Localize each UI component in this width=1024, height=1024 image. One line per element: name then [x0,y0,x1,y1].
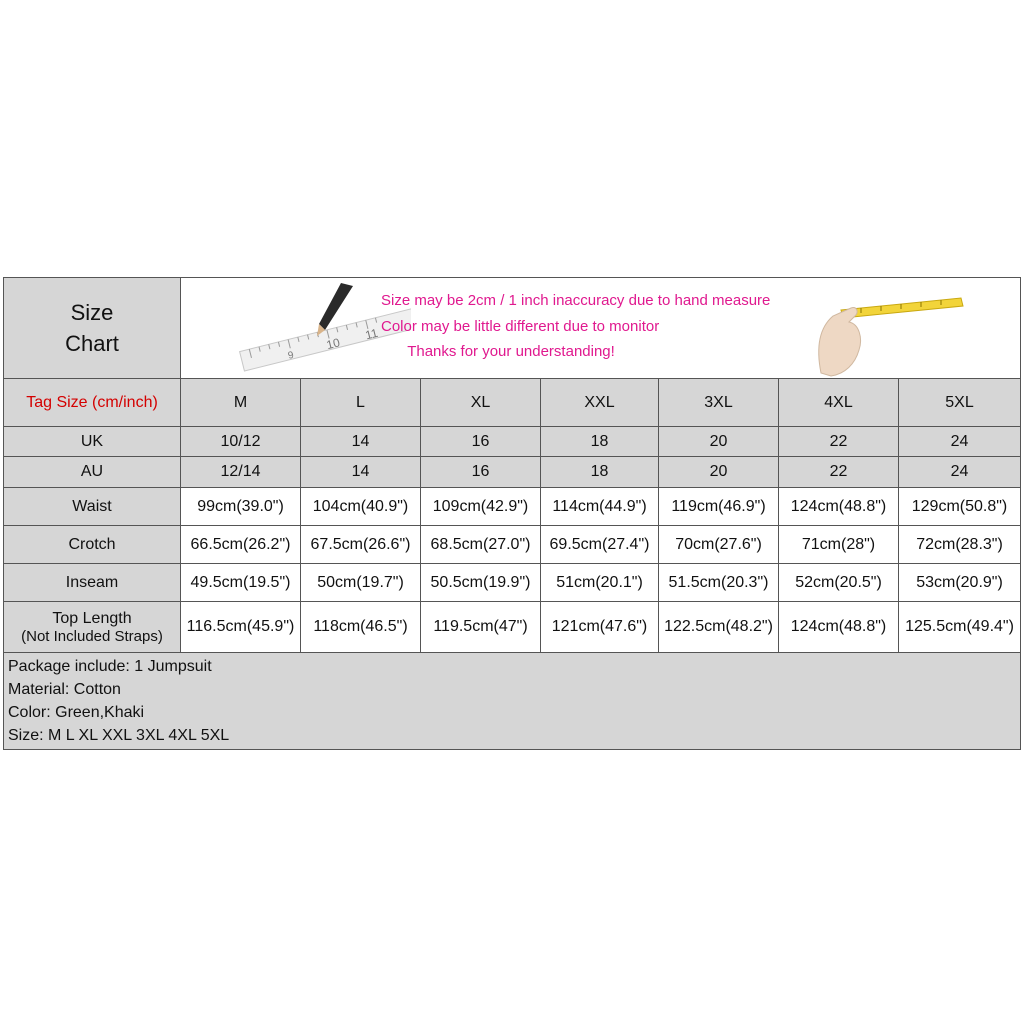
table-cell: 124cm(48.8") [779,488,899,526]
table-row [4,526,1021,564]
size-header-cell: 3XL [659,379,779,427]
info-sizes: Size: M L XL XXL 3XL 4XL 5XL [8,727,230,744]
info-package: Package include: 1 Jumpsuit [8,658,212,675]
table-cell: 52cm(20.5") [779,564,899,602]
table-cell: 125.5cm(49.4") [899,602,1021,653]
hand-with-tape-measure-icon [811,278,971,378]
size-chart-title-cell [4,278,181,379]
banner [181,278,1021,379]
table-cell: 50cm(19.7") [301,564,421,602]
table-cell: 122.5cm(48.2") [659,602,779,653]
size-chart-table [3,277,1021,750]
table-row [4,564,1021,602]
table-cell: 49.5cm(19.5") [181,564,301,602]
table-cell: 20 [659,427,779,457]
row-label: Inseam [4,564,181,602]
table-cell: 121cm(47.6") [541,602,659,653]
table-cell: 51.5cm(20.3") [659,564,779,602]
table-cell: 16 [421,457,541,488]
table-cell: 67.5cm(26.6") [301,526,421,564]
table-cell: 116.5cm(45.9") [181,602,301,653]
tag-size-header [4,379,181,427]
title-line-1: Size [70,300,114,325]
size-header-cell: 5XL [899,379,1021,427]
table-row [4,457,1021,488]
table-cell: 14 [301,427,421,457]
tag-size-label: Tag Size (cm/inch) [26,393,158,411]
row-label: AU [4,457,181,488]
ruler-number: 9 [286,349,295,362]
row-label-line-1: Top Length [52,609,132,627]
table-cell: 118cm(46.5") [301,602,421,653]
product-info [4,653,1021,750]
ruler-number: 10 [324,335,342,353]
row-label [4,602,181,653]
size-chart [3,277,1020,747]
banner-note-accuracy: Size may be 2cm / 1 inch inaccuracy due to hand measure [381,292,771,309]
size-header-cell: M [181,379,301,427]
size-header-cell: 4XL [779,379,899,427]
table-cell: 16 [421,427,541,457]
table-cell: 51cm(20.1") [541,564,659,602]
table-cell: 50.5cm(19.9") [421,564,541,602]
row-label: UK [4,427,181,457]
size-header-cell: XL [421,379,541,427]
table-cell: 20 [659,457,779,488]
table-cell: 22 [779,427,899,457]
table-cell: 99cm(39.0") [181,488,301,526]
table-cell: 70cm(27.6") [659,526,779,564]
table-cell: 24 [899,457,1021,488]
info-material: Material: Cotton [8,681,121,698]
table-cell: 66.5cm(26.2") [181,526,301,564]
table-cell: 18 [541,427,659,457]
table-cell: 22 [779,457,899,488]
table-cell: 14 [301,457,421,488]
table-cell: 119cm(46.9") [659,488,779,526]
table-cell: 129cm(50.8") [899,488,1021,526]
table-cell: 71cm(28") [779,526,899,564]
row-label-line-2: (Not Included Straps) [21,627,163,645]
size-header-cell: XXL [541,379,659,427]
banner-notes [381,288,771,365]
table-cell: 114cm(44.9") [541,488,659,526]
table-row [4,427,1021,457]
table-cell: 18 [541,457,659,488]
table-cell: 53cm(20.9") [899,564,1021,602]
table-cell: 119.5cm(47") [421,602,541,653]
row-label: Crotch [4,526,181,564]
table-cell: 69.5cm(27.4") [541,526,659,564]
table-cell: 104cm(40.9") [301,488,421,526]
table-row [4,602,1021,653]
row-label: Waist [4,488,181,526]
banner-note-color: Color may be little different due to monitor [381,317,660,335]
ruler-number: 11 [363,325,380,343]
table-row [4,488,1021,526]
table-cell: 10/12 [181,427,301,457]
banner-note-thanks: Thanks for your understanding! [407,343,615,360]
table-cell: 109cm(42.9") [421,488,541,526]
size-header-cell: L [301,379,421,427]
info-color: Color: Green,Khaki [8,704,145,721]
table-cell: 72cm(28.3") [899,526,1021,564]
table-cell: 24 [899,427,1021,457]
table-cell: 124cm(48.8") [779,602,899,653]
table-cell: 12/14 [181,457,301,488]
table-cell: 68.5cm(27.0") [421,526,541,564]
title-line-2: Chart [65,331,119,356]
